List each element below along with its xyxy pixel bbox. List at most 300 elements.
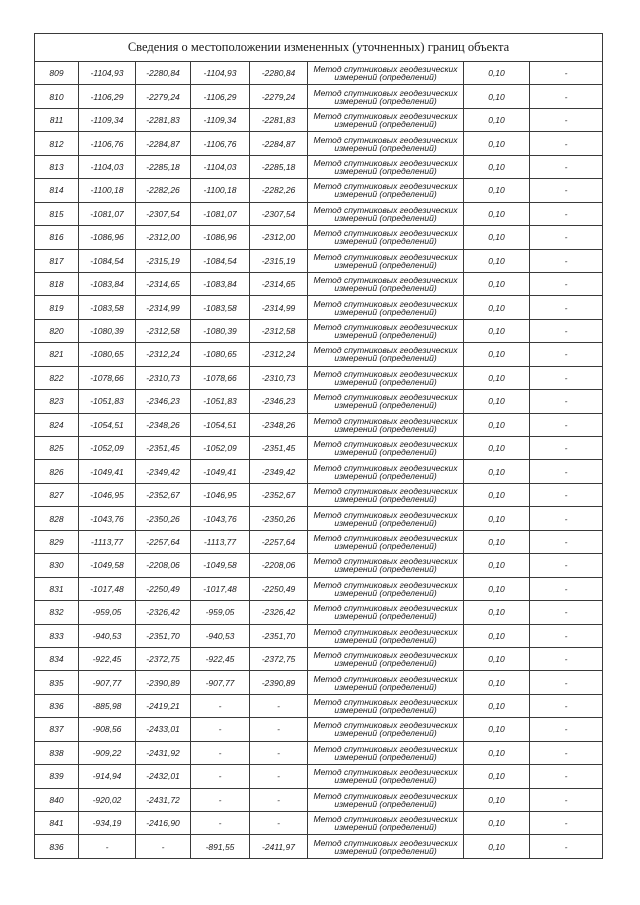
existing-x-cell: -1049,41 <box>79 460 136 483</box>
new-x-cell: -907,77 <box>191 671 250 694</box>
new-x-cell: -1080,39 <box>191 319 250 342</box>
accuracy-cell: 0,10 <box>464 788 530 811</box>
point-number-cell: 832 <box>35 601 79 624</box>
table-row <box>35 765 603 788</box>
table-row <box>35 155 603 178</box>
method-text-line-2: измерений (определений) <box>334 470 437 481</box>
existing-x-cell: -1017,48 <box>79 577 136 600</box>
new-x-cell: -1104,03 <box>191 155 250 178</box>
new-x-cell: -1049,41 <box>191 460 250 483</box>
existing-y-cell: -2310,73 <box>136 366 191 389</box>
point-number-cell: 835 <box>35 671 79 694</box>
method-cell <box>308 601 464 624</box>
existing-x-cell: -1046,95 <box>79 483 136 506</box>
point-number-cell: 829 <box>35 530 79 553</box>
table-row <box>35 601 603 624</box>
method-text-line-2: измерений (определений) <box>334 236 437 247</box>
accuracy-cell: 0,10 <box>464 741 530 764</box>
method-text-line-1: Метод спутниковых геодезических <box>313 415 458 426</box>
new-y-cell: -2312,58 <box>250 319 308 342</box>
existing-x-cell: -1083,84 <box>79 272 136 295</box>
point-number-cell: 809 <box>35 62 79 85</box>
table-row <box>35 62 603 85</box>
accuracy-cell: 0,10 <box>464 647 530 670</box>
method-text-line-2: измерений (определений) <box>334 681 437 692</box>
existing-x-cell: -907,77 <box>79 671 136 694</box>
method-text-line-1: Метод спутниковых геодезических <box>313 603 458 614</box>
method-text-line-2: измерений (определений) <box>334 283 437 294</box>
new-x-cell: -1051,83 <box>191 390 250 413</box>
point-number-cell: 823 <box>35 390 79 413</box>
table-row <box>35 132 603 155</box>
note-cell: - <box>530 272 603 295</box>
point-number-cell: 816 <box>35 226 79 249</box>
note-cell: - <box>530 62 603 85</box>
existing-x-cell: -1086,96 <box>79 226 136 249</box>
method-text-line-1: Метод спутниковых геодезических <box>313 204 458 215</box>
method-text-line-1: Метод спутниковых геодезических <box>313 181 458 192</box>
new-y-cell: -2372,75 <box>250 647 308 670</box>
existing-x-cell: -1081,07 <box>79 202 136 225</box>
existing-x-cell: -1043,76 <box>79 507 136 530</box>
new-x-cell: -1100,18 <box>191 179 250 202</box>
method-cell <box>308 319 464 342</box>
new-x-cell: -1083,58 <box>191 296 250 319</box>
existing-x-cell: -959,05 <box>79 601 136 624</box>
accuracy-cell: 0,10 <box>464 366 530 389</box>
new-x-cell: -1052,09 <box>191 437 250 460</box>
point-number-cell: 840 <box>35 788 79 811</box>
accuracy-cell: 0,10 <box>464 62 530 85</box>
note-cell: - <box>530 812 603 835</box>
new-x-cell: - <box>191 812 250 835</box>
table-row <box>35 577 603 600</box>
accuracy-cell: 0,10 <box>464 812 530 835</box>
new-x-cell: -1106,76 <box>191 132 250 155</box>
method-text-line-1: Метод спутниковых геодезических <box>313 275 458 286</box>
method-text-line-1: Метод спутниковых геодезических <box>313 650 458 661</box>
method-cell <box>308 437 464 460</box>
accuracy-cell: 0,10 <box>464 601 530 624</box>
new-x-cell: -1043,76 <box>191 507 250 530</box>
table-row <box>35 718 603 741</box>
accuracy-cell: 0,10 <box>464 437 530 460</box>
accuracy-cell: 0,10 <box>464 624 530 647</box>
existing-y-cell: -2431,72 <box>136 788 191 811</box>
method-cell <box>308 108 464 131</box>
existing-y-cell: -2350,26 <box>136 507 191 530</box>
table-row <box>35 507 603 530</box>
point-number-cell: 815 <box>35 202 79 225</box>
new-x-cell: -1109,34 <box>191 108 250 131</box>
new-x-cell: -922,45 <box>191 647 250 670</box>
table-row <box>35 530 603 553</box>
method-cell <box>308 460 464 483</box>
new-y-cell: -2349,42 <box>250 460 308 483</box>
table-row <box>35 202 603 225</box>
note-cell: - <box>530 413 603 436</box>
existing-x-cell: -1084,54 <box>79 249 136 272</box>
method-text-line-2: измерений (определений) <box>334 658 437 669</box>
existing-y-cell: -2307,54 <box>136 202 191 225</box>
method-text-line-1: Метод спутниковых геодезических <box>313 462 458 473</box>
existing-x-cell: -1051,83 <box>79 390 136 413</box>
existing-x-cell: -1113,77 <box>79 530 136 553</box>
point-number-cell: 838 <box>35 741 79 764</box>
accuracy-cell: 0,10 <box>464 530 530 553</box>
new-x-cell: -1017,48 <box>191 577 250 600</box>
accuracy-cell: 0,10 <box>464 413 530 436</box>
existing-y-cell: -2312,00 <box>136 226 191 249</box>
accuracy-cell: 0,10 <box>464 390 530 413</box>
table-row <box>35 741 603 764</box>
table-row <box>35 343 603 366</box>
method-text-line-2: измерений (определений) <box>334 306 437 317</box>
note-cell: - <box>530 741 603 764</box>
point-number-cell: 839 <box>35 765 79 788</box>
note-cell: - <box>530 530 603 553</box>
accuracy-cell: 0,10 <box>464 718 530 741</box>
boundary-table-sheet <box>34 33 602 859</box>
point-number-cell: 811 <box>35 108 79 131</box>
method-text-line-2: измерений (определений) <box>334 330 437 341</box>
note-cell: - <box>530 179 603 202</box>
point-number-cell: 828 <box>35 507 79 530</box>
method-text-line-1: Метод спутниковых геодезических <box>313 439 458 450</box>
method-text-line-2: измерений (определений) <box>334 845 437 856</box>
method-text-line-1: Метод спутниковых геодезических <box>313 368 458 379</box>
note-cell: - <box>530 226 603 249</box>
existing-y-cell: -2352,67 <box>136 483 191 506</box>
new-y-cell: -2411,97 <box>250 835 308 858</box>
method-text-line-2: измерений (определений) <box>334 494 437 505</box>
existing-y-cell: - <box>136 835 191 858</box>
method-text-line-2: измерений (определений) <box>334 376 437 387</box>
point-number-cell: 836 <box>35 835 79 858</box>
table-row <box>35 554 603 577</box>
new-x-cell: - <box>191 741 250 764</box>
method-text-line-1: Метод спутниковых геодезических <box>313 720 458 731</box>
accuracy-cell: 0,10 <box>464 507 530 530</box>
point-number-cell: 814 <box>35 179 79 202</box>
method-text-line-2: измерений (определений) <box>334 142 437 153</box>
table-row <box>35 296 603 319</box>
point-number-cell: 810 <box>35 85 79 108</box>
method-cell <box>308 413 464 436</box>
existing-y-cell: -2416,90 <box>136 812 191 835</box>
accuracy-cell: 0,10 <box>464 765 530 788</box>
point-number-cell: 825 <box>35 437 79 460</box>
existing-y-cell: -2351,70 <box>136 624 191 647</box>
accuracy-cell: 0,10 <box>464 483 530 506</box>
new-x-cell: -1084,54 <box>191 249 250 272</box>
method-cell <box>308 366 464 389</box>
point-number-cell: 834 <box>35 647 79 670</box>
method-text-line-1: Метод спутниковых геодезических <box>313 251 458 262</box>
note-cell: - <box>530 624 603 647</box>
table-row <box>35 437 603 460</box>
new-x-cell: - <box>191 694 250 717</box>
point-number-cell: 833 <box>35 624 79 647</box>
new-y-cell: -2346,23 <box>250 390 308 413</box>
accuracy-cell: 0,10 <box>464 202 530 225</box>
note-cell: - <box>530 437 603 460</box>
new-x-cell: -940,53 <box>191 624 250 647</box>
new-y-cell: - <box>250 694 308 717</box>
method-text-line-2: измерений (определений) <box>334 189 437 200</box>
accuracy-cell: 0,10 <box>464 272 530 295</box>
existing-y-cell: -2281,83 <box>136 108 191 131</box>
new-x-cell: -1049,58 <box>191 554 250 577</box>
new-y-cell: -2348,26 <box>250 413 308 436</box>
existing-y-cell: -2208,06 <box>136 554 191 577</box>
point-number-cell: 837 <box>35 718 79 741</box>
new-y-cell: -2281,83 <box>250 108 308 131</box>
method-text-line-1: Метод спутниковых геодезических <box>313 134 458 145</box>
new-y-cell: -2307,54 <box>250 202 308 225</box>
table-row <box>35 319 603 342</box>
method-cell <box>308 179 464 202</box>
existing-x-cell: -1109,34 <box>79 108 136 131</box>
new-x-cell: -1113,77 <box>191 530 250 553</box>
table-row <box>35 671 603 694</box>
existing-y-cell: -2314,99 <box>136 296 191 319</box>
existing-x-cell: -1106,76 <box>79 132 136 155</box>
existing-y-cell: -2419,21 <box>136 694 191 717</box>
existing-y-cell: -2433,01 <box>136 718 191 741</box>
existing-y-cell: -2432,01 <box>136 765 191 788</box>
method-text-line-2: измерений (определений) <box>334 822 437 833</box>
method-cell <box>308 202 464 225</box>
existing-y-cell: -2348,26 <box>136 413 191 436</box>
new-y-cell: - <box>250 741 308 764</box>
note-cell: - <box>530 319 603 342</box>
accuracy-cell: 0,10 <box>464 249 530 272</box>
accuracy-cell: 0,10 <box>464 577 530 600</box>
method-text-line-2: измерений (определений) <box>334 564 437 575</box>
accuracy-cell: 0,10 <box>464 132 530 155</box>
method-cell <box>308 765 464 788</box>
existing-y-cell: -2351,45 <box>136 437 191 460</box>
note-cell: - <box>530 718 603 741</box>
method-text-line-1: Метод спутниковых геодезических <box>313 767 458 778</box>
method-cell <box>308 788 464 811</box>
accuracy-cell: 0,10 <box>464 835 530 858</box>
method-cell <box>308 85 464 108</box>
method-text-line-2: измерений (определений) <box>334 634 437 645</box>
new-x-cell: - <box>191 765 250 788</box>
new-y-cell: -2284,87 <box>250 132 308 155</box>
point-number-cell: 830 <box>35 554 79 577</box>
point-number-cell: 818 <box>35 272 79 295</box>
new-y-cell: -2314,99 <box>250 296 308 319</box>
existing-x-cell: -1106,29 <box>79 85 136 108</box>
note-cell: - <box>530 647 603 670</box>
method-cell <box>308 272 464 295</box>
point-number-cell: 831 <box>35 577 79 600</box>
method-text-line-2: измерений (определений) <box>334 705 437 716</box>
existing-y-cell: -2312,58 <box>136 319 191 342</box>
note-cell: - <box>530 390 603 413</box>
new-y-cell: -2257,64 <box>250 530 308 553</box>
note-cell: - <box>530 671 603 694</box>
existing-x-cell: -1104,03 <box>79 155 136 178</box>
method-text-line-1: Метод спутниковых геодезических <box>313 64 458 75</box>
method-text-line-1: Метод спутниковых геодезических <box>313 111 458 122</box>
new-x-cell: -1106,29 <box>191 85 250 108</box>
method-cell <box>308 554 464 577</box>
method-text-line-1: Метод спутниковых геодезических <box>313 298 458 309</box>
point-number-cell: 822 <box>35 366 79 389</box>
new-y-cell: - <box>250 718 308 741</box>
existing-x-cell: -914,94 <box>79 765 136 788</box>
point-number-cell: 827 <box>35 483 79 506</box>
method-text-line-1: Метод спутниковых геодезических <box>313 579 458 590</box>
existing-x-cell: -909,22 <box>79 741 136 764</box>
table-row <box>35 85 603 108</box>
method-text-line-2: измерений (определений) <box>334 447 437 458</box>
existing-x-cell: -1080,39 <box>79 319 136 342</box>
note-cell: - <box>530 155 603 178</box>
new-y-cell: -2314,65 <box>250 272 308 295</box>
accuracy-cell: 0,10 <box>464 554 530 577</box>
new-x-cell: -891,55 <box>191 835 250 858</box>
method-text-line-2: измерений (определений) <box>334 95 437 106</box>
method-cell <box>308 296 464 319</box>
new-x-cell: -1086,96 <box>191 226 250 249</box>
point-number-cell: 820 <box>35 319 79 342</box>
method-text-line-2: измерений (определений) <box>334 353 437 364</box>
point-number-cell: 821 <box>35 343 79 366</box>
method-cell <box>308 155 464 178</box>
new-x-cell: -1046,95 <box>191 483 250 506</box>
table-row <box>35 647 603 670</box>
existing-y-cell: -2257,64 <box>136 530 191 553</box>
method-text-line-2: измерений (определений) <box>334 798 437 809</box>
accuracy-cell: 0,10 <box>464 319 530 342</box>
note-cell: - <box>530 788 603 811</box>
method-text-line-2: измерений (определений) <box>334 423 437 434</box>
new-y-cell: -2351,70 <box>250 624 308 647</box>
new-y-cell: -2280,84 <box>250 62 308 85</box>
method-text-line-1: Метод спутниковых геодезических <box>313 814 458 825</box>
existing-y-cell: -2314,65 <box>136 272 191 295</box>
accuracy-cell: 0,10 <box>464 296 530 319</box>
note-cell: - <box>530 460 603 483</box>
method-cell <box>308 624 464 647</box>
new-y-cell: -2350,26 <box>250 507 308 530</box>
method-text-line-1: Метод спутниковых геодезических <box>313 626 458 637</box>
new-x-cell: -1081,07 <box>191 202 250 225</box>
existing-x-cell: -922,45 <box>79 647 136 670</box>
existing-x-cell: -1052,09 <box>79 437 136 460</box>
method-text-line-2: измерений (определений) <box>334 72 437 83</box>
existing-x-cell: -908,56 <box>79 718 136 741</box>
method-text-line-1: Метод спутниковых геодезических <box>313 322 458 333</box>
method-text-line-1: Метод спутниковых геодезических <box>313 556 458 567</box>
accuracy-cell: 0,10 <box>464 226 530 249</box>
new-y-cell: -2279,24 <box>250 85 308 108</box>
accuracy-cell: 0,10 <box>464 460 530 483</box>
method-cell <box>308 226 464 249</box>
table-row <box>35 366 603 389</box>
method-cell <box>308 62 464 85</box>
method-text-line-1: Метод спутниковых геодезических <box>313 157 458 168</box>
method-cell <box>308 671 464 694</box>
new-y-cell: -2390,89 <box>250 671 308 694</box>
existing-y-cell: -2280,84 <box>136 62 191 85</box>
new-y-cell: -2208,06 <box>250 554 308 577</box>
new-y-cell: -2315,19 <box>250 249 308 272</box>
accuracy-cell: 0,10 <box>464 671 530 694</box>
method-cell <box>308 507 464 530</box>
table-row <box>35 390 603 413</box>
new-x-cell: -1078,66 <box>191 366 250 389</box>
accuracy-cell: 0,10 <box>464 85 530 108</box>
new-y-cell: -2250,49 <box>250 577 308 600</box>
note-cell: - <box>530 765 603 788</box>
existing-x-cell: -1083,58 <box>79 296 136 319</box>
method-cell <box>308 530 464 553</box>
method-cell <box>308 812 464 835</box>
method-cell <box>308 132 464 155</box>
table-row <box>35 108 603 131</box>
point-number-cell: 817 <box>35 249 79 272</box>
note-cell: - <box>530 577 603 600</box>
existing-y-cell: -2315,19 <box>136 249 191 272</box>
table-row <box>35 413 603 436</box>
existing-x-cell: -1100,18 <box>79 179 136 202</box>
existing-x-cell: -1104,93 <box>79 62 136 85</box>
note-cell: - <box>530 694 603 717</box>
point-number-cell: 836 <box>35 694 79 717</box>
existing-x-cell: -1049,58 <box>79 554 136 577</box>
table-row <box>35 226 603 249</box>
existing-y-cell: -2349,42 <box>136 460 191 483</box>
method-cell <box>308 741 464 764</box>
new-x-cell: -1104,93 <box>191 62 250 85</box>
method-text-line-2: измерений (определений) <box>334 517 437 528</box>
method-text-line-1: Метод спутниковых геодезических <box>313 509 458 520</box>
new-y-cell: -2352,67 <box>250 483 308 506</box>
method-text-line-2: измерений (определений) <box>334 119 437 130</box>
method-text-line-2: измерений (определений) <box>334 259 437 270</box>
note-cell: - <box>530 202 603 225</box>
table-row <box>35 812 603 835</box>
point-number-cell: 813 <box>35 155 79 178</box>
method-cell <box>308 647 464 670</box>
new-y-cell: -2310,73 <box>250 366 308 389</box>
accuracy-cell: 0,10 <box>464 343 530 366</box>
new-x-cell: -1054,51 <box>191 413 250 436</box>
new-y-cell: -2282,26 <box>250 179 308 202</box>
new-y-cell: -2312,00 <box>250 226 308 249</box>
new-x-cell: -959,05 <box>191 601 250 624</box>
new-x-cell: - <box>191 718 250 741</box>
method-text-line-1: Метод спутниковых геодезических <box>313 790 458 801</box>
method-text-line-2: измерений (определений) <box>334 587 437 598</box>
method-text-line-2: измерений (определений) <box>334 212 437 223</box>
method-cell <box>308 577 464 600</box>
new-y-cell: -2312,24 <box>250 343 308 366</box>
method-cell <box>308 835 464 858</box>
table-row <box>35 460 603 483</box>
method-text-line-1: Метод спутниковых геодезических <box>313 87 458 98</box>
point-number-cell: 841 <box>35 812 79 835</box>
method-text-line-1: Метод спутниковых геодезических <box>313 697 458 708</box>
note-cell: - <box>530 601 603 624</box>
existing-y-cell: -2372,75 <box>136 647 191 670</box>
